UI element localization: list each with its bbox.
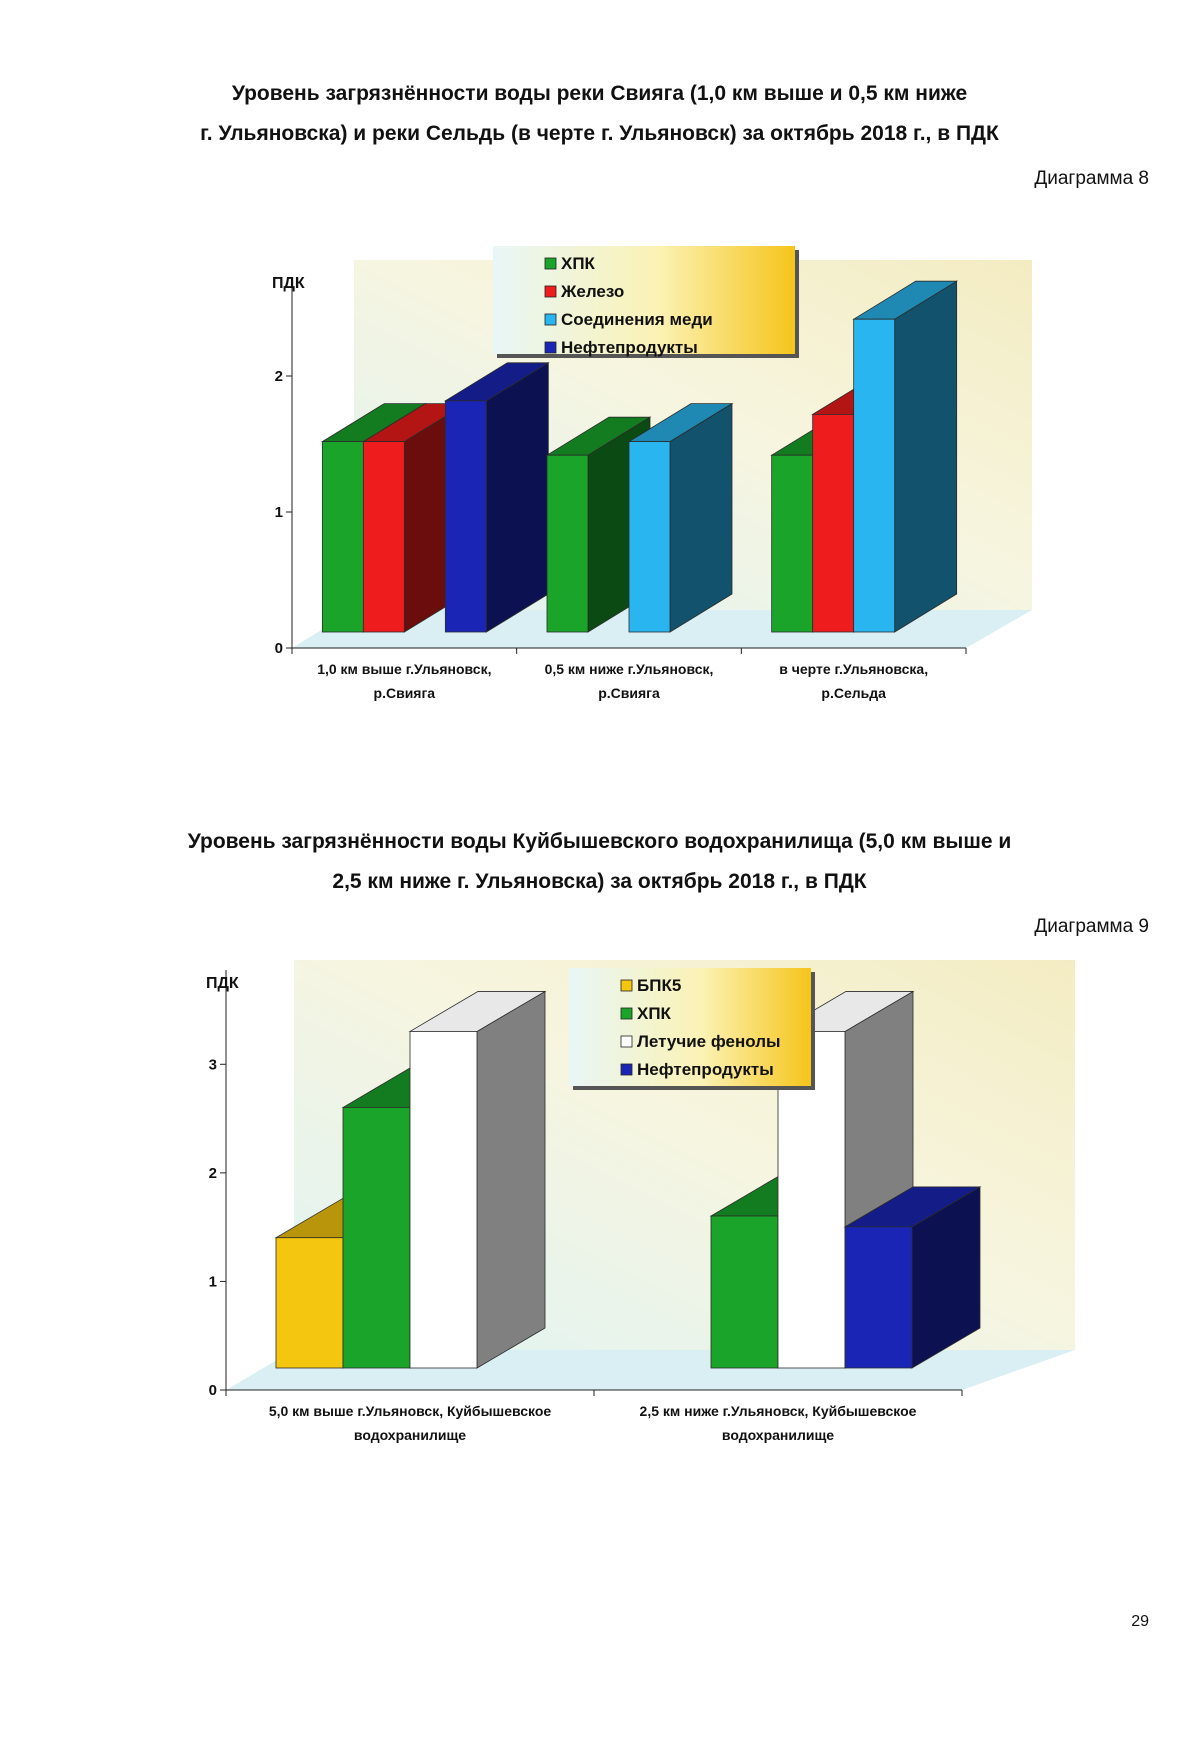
chart-1-category-label: р.Свияга bbox=[598, 685, 660, 701]
chart-1-bar-side bbox=[486, 363, 548, 632]
chart-2-legend-swatch bbox=[621, 1008, 632, 1019]
chart-2-legend-label: ХПК bbox=[637, 1004, 671, 1023]
chart-2-y-tick-label: 1 bbox=[208, 1273, 217, 1291]
chart-2-bar bbox=[711, 1216, 778, 1368]
chart-1-y-tick-label: 1 bbox=[274, 504, 283, 521]
chart-1-legend-label: Железо bbox=[561, 282, 625, 301]
chart-2-bar bbox=[343, 1107, 410, 1368]
chart-2-bar bbox=[845, 1227, 912, 1368]
chart-1-bar bbox=[445, 401, 486, 632]
chart-1-category-label: р.Свияга bbox=[373, 685, 436, 701]
chart-1-bar bbox=[854, 319, 895, 632]
chart-2-bar bbox=[276, 1238, 343, 1368]
chart-2-bar bbox=[410, 1031, 477, 1368]
chart-2-category-label: 5,0 км выше г.Ульяновск, Куйбышевское bbox=[268, 1403, 552, 1419]
chart-1-bar bbox=[772, 455, 813, 632]
chart-1-category-label: 0,5 км ниже г.Ульяновск, bbox=[544, 661, 714, 677]
chart-2-legend-swatch bbox=[621, 1064, 632, 1075]
chart-1-y-axis-label: ПДК bbox=[272, 275, 305, 292]
chart-1-legend-swatch bbox=[545, 286, 556, 297]
chart-2-y-tick-label: 3 bbox=[208, 1056, 217, 1074]
page-number: 29 bbox=[1131, 1613, 1149, 1630]
chart-1-category-label: 1,0 км выше г.Ульяновск, bbox=[317, 661, 492, 677]
chart-1-title: Уровень загрязнённости воды реки Свияга (1,0 км выше и 0,5 км ниже г. Ульяновска) и реки Сельдь (в черте г. Ульяновск) за октябрь 2018 г., в ПДК bbox=[200, 82, 999, 145]
chart-1-category-label: р.Сельда bbox=[821, 685, 886, 701]
chart-2-bar-side bbox=[477, 991, 545, 1368]
chart-1-legend-label: Нефтепродукты bbox=[561, 338, 698, 357]
chart-1-diagram-label: Диаграмма 8 bbox=[1034, 168, 1149, 189]
chart-1-bar bbox=[629, 442, 670, 632]
chart-1-category-label: в черте г.Ульяновска, bbox=[779, 661, 929, 677]
chart-2-legend-label: Нефтепродукты bbox=[637, 1060, 774, 1079]
chart-2-category-label: водохранилище bbox=[353, 1427, 467, 1443]
chart-1-legend-label: ХПК bbox=[561, 254, 595, 273]
chart-1-bar bbox=[322, 442, 363, 632]
chart-1-svg bbox=[0, 238, 1199, 718]
chart-1-bar bbox=[547, 455, 588, 632]
chart-2-legend-swatch bbox=[621, 1036, 632, 1047]
chart-1-y-tick-label: 0 bbox=[274, 640, 283, 657]
chart-1-legend-swatch bbox=[545, 314, 556, 325]
chart-1-legend-swatch bbox=[545, 342, 556, 353]
chart-2-y-tick-label: 2 bbox=[208, 1164, 217, 1182]
chart-2-legend-swatch bbox=[621, 980, 632, 991]
chart-2-title: Уровень загрязнённости воды Куйбышевского водохранилища (5,0 км выше и 2,5 км ниже г. Ульяновска) за октябрь 2018 г., в ПДК bbox=[187, 830, 1012, 893]
chart-1-legend-label: Соединения меди bbox=[561, 310, 713, 329]
chart-2-svg bbox=[0, 960, 1199, 1470]
chart-1-legend-swatch bbox=[545, 258, 556, 269]
chart-2-legend-label: Летучие фенолы bbox=[637, 1032, 781, 1051]
chart-1-bar bbox=[813, 414, 854, 632]
chart-1-y-tick-label: 2 bbox=[274, 368, 283, 385]
chart-2-y-tick-label: 0 bbox=[208, 1382, 217, 1399]
chart-2-legend-label: БПК5 bbox=[637, 976, 682, 995]
chart-1-bar bbox=[363, 442, 404, 632]
chart-1-bar-side bbox=[895, 281, 957, 632]
chart-2-y-axis-label: ПДК bbox=[206, 975, 239, 992]
chart-1-bar-side bbox=[670, 404, 732, 632]
chart-2-category-label: водохранилище bbox=[721, 1427, 835, 1443]
chart-2-category-label: 2,5 км ниже г.Ульяновск, Куйбышевское bbox=[639, 1403, 917, 1419]
chart-2-diagram-label: Диаграмма 9 bbox=[1034, 916, 1149, 937]
